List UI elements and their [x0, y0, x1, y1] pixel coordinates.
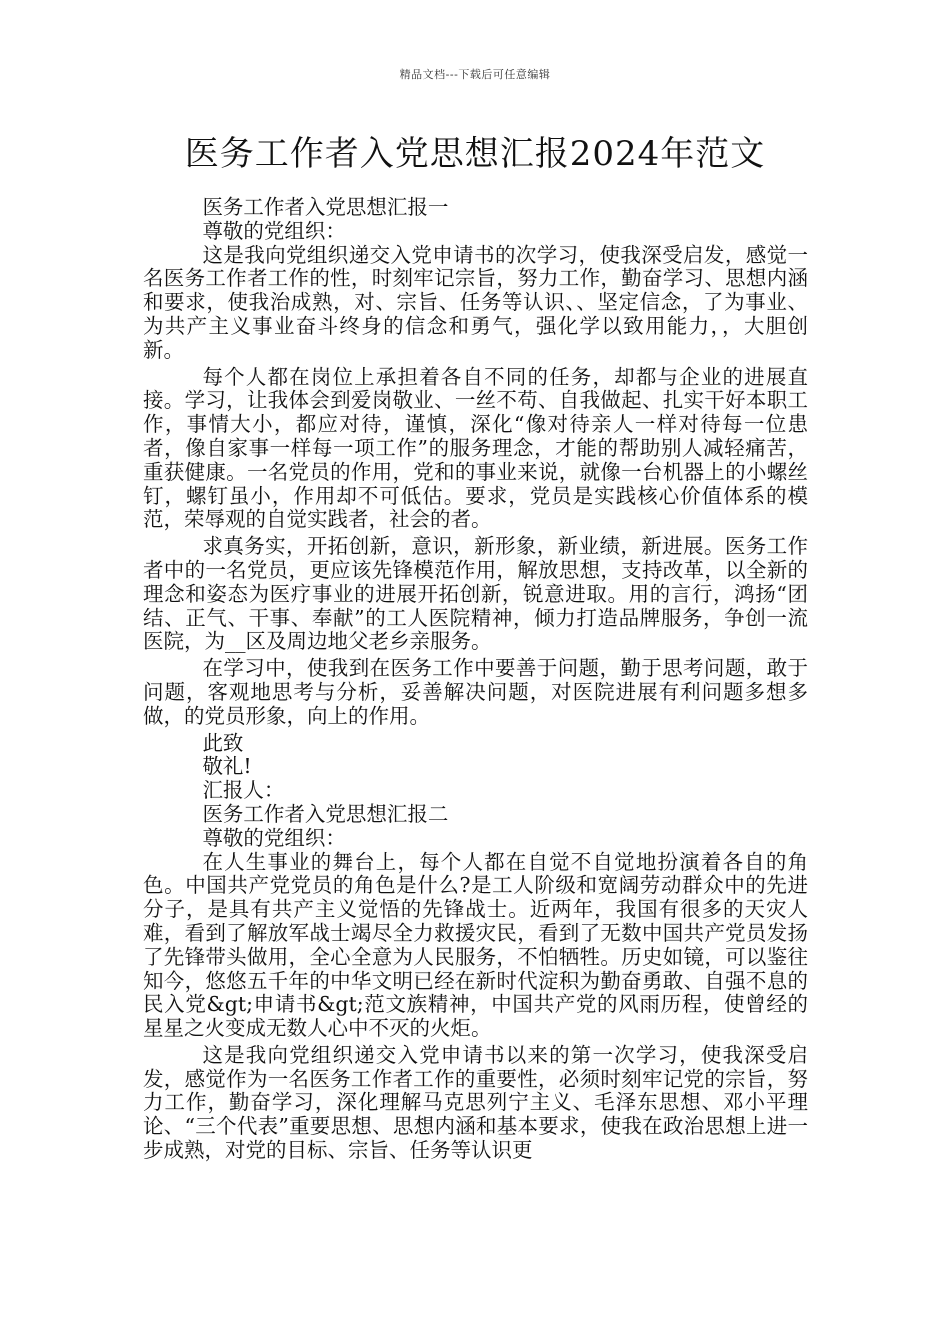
- header-note: 精品文档---下载后可任意编辑: [399, 68, 551, 81]
- report1-regards: 敬礼!: [202, 754, 252, 779]
- report1-closing: 此致: [202, 730, 244, 755]
- document-title: 医务工作者入党思想汇报2024年范文: [184, 134, 766, 174]
- report1-paragraph-4: 在学习中，使我到在医务工作中要善于问题，勤于思考问题，敢于问题，客观地思考与分析，妥善解决问题，对医院进展有利问题多想多做，的党员形象，向上的作用。: [143, 656, 808, 728]
- report1-heading: 医务工作者入党思想汇报一: [202, 195, 449, 219]
- report2-paragraph-1: 在人生事业的舞台上，每个人都在自觉不自觉地扮演着各自的角色。中国共产党党员的角色是什么?是工人阶级和宽阔劳动群众中的先进分子，是具有共产主义觉悟的先锋战士。近两年，我国有很多的天灾人难，看到了解放军战士竭尽全力救援灾民，看到了无数中国共产党员发扬了先锋带头做用，全心全意为人民服务，不怕牺牲。历史如镜，可以鉴往知今，悠悠五千年的中华文明已经在新时代淀积为勤奋勇敢、自强不息的民入党&gt;申请书&gt;范文族精神，中国共产党的风雨历程，使曾经的星星之火变成无数人心中不灭的火炬。: [143, 849, 808, 1041]
- document-body: [143, 196, 808, 1163]
- report1-paragraph-3: 求真务实，开拓创新，意识，新形象，新业绩，新进展。医务工作者中的一名党员，更应该先锋模范作用，解放思想，支持改革，以全新的理念和姿态为医疗事业的进展开拓创新，锐意进取。用的言行，鸿扬“团结、正气、干事、奉献”的工人医院精神，倾力打造品牌服务，争创一流医院，为__区及周边地父老乡亲服务。: [143, 534, 808, 654]
- report2-salutation: 尊敬的党组织：: [202, 825, 346, 850]
- report1-reporter: 汇报人：: [202, 778, 285, 803]
- report1-salutation: 尊敬的党组织：: [202, 218, 346, 243]
- report1-paragraph-2: 每个人都在岗位上承担着各自不同的任务，却都与企业的进展直接。学习，让我体会到爱岗敬业、一丝不苟、自我做起、扎实干好本职工作，事情大小，都应对待，谨慎，深化“像对待亲人一样对待每一位患者，像自家事一样每一项工作”的服务理念，才能的帮助别人减轻痛苦，重获健康。一名党员的作用，党和的事业来说，就像一台机器上的小螺丝钉，螺钉虽小，作用却不可低估。要求，党员是实践核心价值体系的模范，荣辱观的自觉实践者，社会的者。: [143, 364, 808, 532]
- report2-paragraph-2: 这是我向党组织递交入党申请书以来的第一次学习，使我深受启发，感觉作为一名医务工作者工作的重要性，必须时刻牢记党的宗旨，努力工作，勤奋学习，深化理解马克思列宁主义、毛泽东思想、邓小平理论、“三个代表”重要思想、思想内涵和基本要求，使我在政治思想上进一步成熟，对党的目标、宗旨、任务等认识更: [143, 1042, 808, 1163]
- report1-paragraph-1: 这是我向党组织递交入党申请书的次学习，使我深受启发，感觉一名医务工作者工作的性，时刻牢记宗旨，努力工作，勤奋学习、思想内涵和要求，使我治成熟，对、宗旨、任务等认识、、坚定信念，了为事业、为共产主义事业奋斗终身的信念和勇气，强化学以致用能力，，大胆创新。: [143, 242, 808, 362]
- report2-heading: 医务工作者入党思想汇报二: [202, 801, 449, 826]
